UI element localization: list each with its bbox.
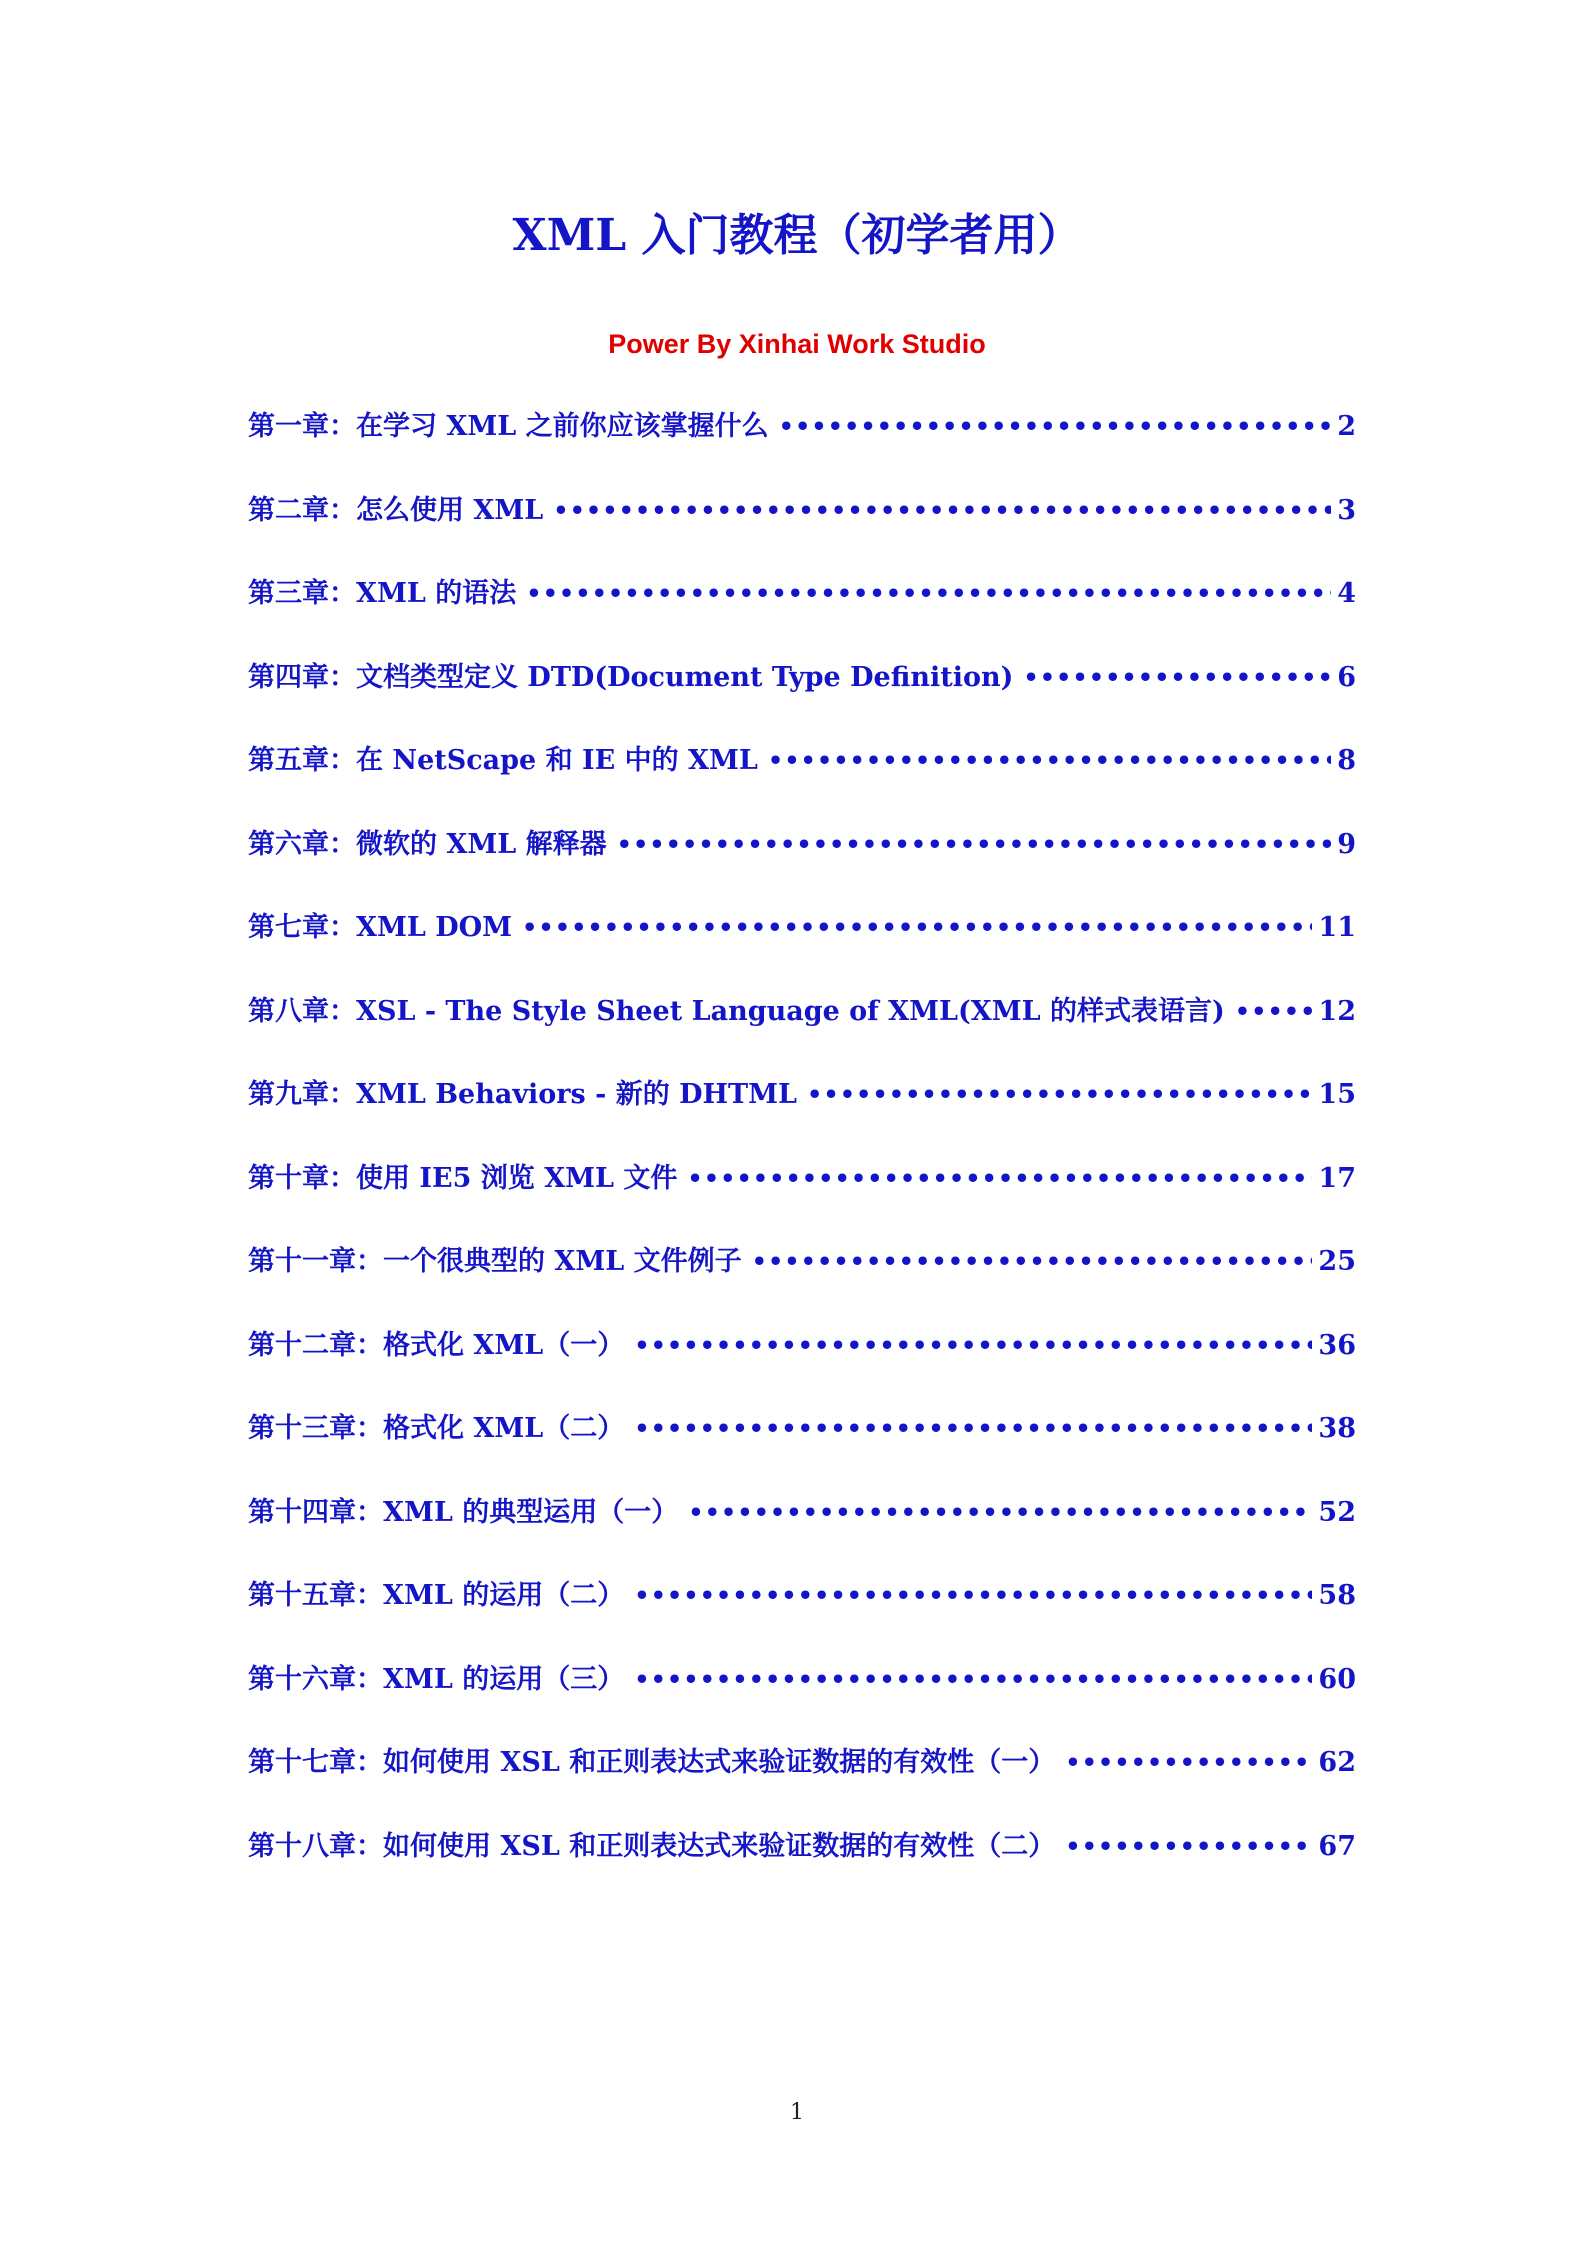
toc-dot-leader bbox=[688, 1490, 1312, 1536]
document-subtitle: Power By Xinhai Work Studio bbox=[608, 329, 986, 359]
toc-dot-leader bbox=[526, 571, 1331, 617]
toc-dot-leader bbox=[634, 1323, 1312, 1369]
toc-entry[interactable] bbox=[248, 571, 1356, 655]
toc-entry-label: 第十五章：XML 的运用（二） bbox=[248, 1580, 625, 1611]
toc-entry[interactable] bbox=[248, 1072, 1356, 1156]
toc-entry-label: 第四章：文档类型定义 DTD(Document Type Definition) bbox=[248, 661, 1014, 693]
toc-entry-label: 第七章：XML DOM bbox=[248, 912, 513, 943]
toc-dot-leader bbox=[634, 1657, 1312, 1703]
toc-page-number: 9 bbox=[1337, 828, 1356, 860]
toc-entry-label: 第十七章：如何使用 XSL 和正则表达式来验证数据的有效性（一） bbox=[248, 1747, 1056, 1778]
toc-dot-leader bbox=[752, 1239, 1313, 1285]
page-number: 1 bbox=[790, 2100, 804, 2125]
toc-dot-leader bbox=[1023, 655, 1331, 701]
toc-entry[interactable] bbox=[248, 1323, 1356, 1407]
toc-entry-label: 第十章：使用 IE5 浏览 XML 文件 bbox=[248, 1162, 678, 1194]
toc-page-number: 67 bbox=[1318, 1830, 1356, 1862]
toc-page-number: 25 bbox=[1318, 1246, 1356, 1277]
toc-dot-leader bbox=[634, 1573, 1312, 1619]
toc-dot-leader bbox=[1065, 1824, 1312, 1870]
toc-entry-label: 第八章：XSL - The Style Sheet Language of XML(XML 的样式表语言) bbox=[248, 995, 1225, 1027]
toc-entry-label: 第三章：XML 的语法 bbox=[248, 578, 517, 609]
toc-dot-leader bbox=[634, 1406, 1312, 1452]
toc-entry-label: 第九章：XML Behaviors - 新的 DHTML bbox=[248, 1079, 798, 1110]
toc-entry[interactable] bbox=[248, 822, 1356, 906]
toc-entry[interactable] bbox=[248, 1573, 1356, 1657]
toc-page-number: 36 bbox=[1318, 1329, 1356, 1361]
toc-entry[interactable] bbox=[248, 1740, 1356, 1824]
toc-page-number: 8 bbox=[1337, 745, 1356, 776]
toc-dot-leader bbox=[1235, 989, 1313, 1035]
toc-entry-label: 第十三章：格式化 XML（二） bbox=[248, 1413, 625, 1444]
toc-dot-leader bbox=[1065, 1740, 1312, 1786]
document-title: XML 入门教程（初学者用） bbox=[512, 210, 1082, 261]
toc-page-number: 2 bbox=[1337, 411, 1356, 442]
toc-dot-leader bbox=[553, 488, 1331, 534]
toc-page-number: 3 bbox=[1337, 494, 1356, 526]
toc-entry-label: 第十八章：如何使用 XSL 和正则表达式来验证数据的有效性（二） bbox=[248, 1830, 1056, 1862]
toc-entry-label: 第二章：怎么使用 XML bbox=[248, 494, 544, 526]
toc-entry-label: 第五章：在 NetScape 和 IE 中的 XML bbox=[248, 745, 758, 776]
toc-page-number: 12 bbox=[1318, 995, 1356, 1027]
toc-dot-leader bbox=[807, 1072, 1312, 1118]
toc-entry[interactable] bbox=[248, 1824, 1356, 1908]
toc-dot-leader bbox=[687, 1156, 1312, 1202]
toc-entry-label: 第十六章：XML 的运用（三） bbox=[248, 1663, 625, 1695]
toc-entry[interactable] bbox=[248, 1490, 1356, 1574]
toc-entry[interactable] bbox=[248, 989, 1356, 1073]
toc-entry[interactable] bbox=[248, 738, 1356, 822]
toc-entry[interactable] bbox=[248, 905, 1356, 989]
toc-page-number: 6 bbox=[1337, 661, 1356, 693]
toc-dot-leader bbox=[768, 738, 1331, 784]
toc-entry[interactable] bbox=[248, 655, 1356, 739]
toc-entry[interactable] bbox=[248, 1156, 1356, 1240]
toc-entry-label: 第十四章：XML 的典型运用（一） bbox=[248, 1496, 679, 1528]
toc-dot-leader bbox=[779, 404, 1332, 450]
toc-entry[interactable] bbox=[248, 488, 1356, 572]
toc-page-number: 38 bbox=[1318, 1413, 1356, 1444]
toc-page-number: 58 bbox=[1318, 1580, 1356, 1611]
toc-dot-leader bbox=[522, 905, 1312, 951]
toc-entry-label: 第十一章：一个很典型的 XML 文件例子 bbox=[248, 1246, 742, 1277]
toc-page-number: 15 bbox=[1318, 1079, 1356, 1110]
table-of-contents bbox=[248, 404, 1356, 1907]
toc-entry[interactable] bbox=[248, 1406, 1356, 1490]
toc-entry-label: 第一章：在学习 XML 之前你应该掌握什么 bbox=[248, 411, 769, 442]
toc-entry-label: 第六章：微软的 XML 解释器 bbox=[248, 828, 607, 860]
toc-entry[interactable] bbox=[248, 1657, 1356, 1741]
toc-page-number: 60 bbox=[1318, 1663, 1356, 1695]
toc-dot-leader bbox=[617, 822, 1332, 868]
toc-page-number: 62 bbox=[1318, 1747, 1356, 1778]
toc-page-number: 17 bbox=[1318, 1162, 1356, 1194]
toc-page-number: 4 bbox=[1337, 578, 1356, 609]
toc-page-number: 11 bbox=[1318, 912, 1356, 943]
toc-entry[interactable] bbox=[248, 404, 1356, 488]
toc-entry[interactable] bbox=[248, 1239, 1356, 1323]
toc-entry-label: 第十二章：格式化 XML（一） bbox=[248, 1329, 625, 1361]
toc-page-number: 52 bbox=[1318, 1496, 1356, 1528]
